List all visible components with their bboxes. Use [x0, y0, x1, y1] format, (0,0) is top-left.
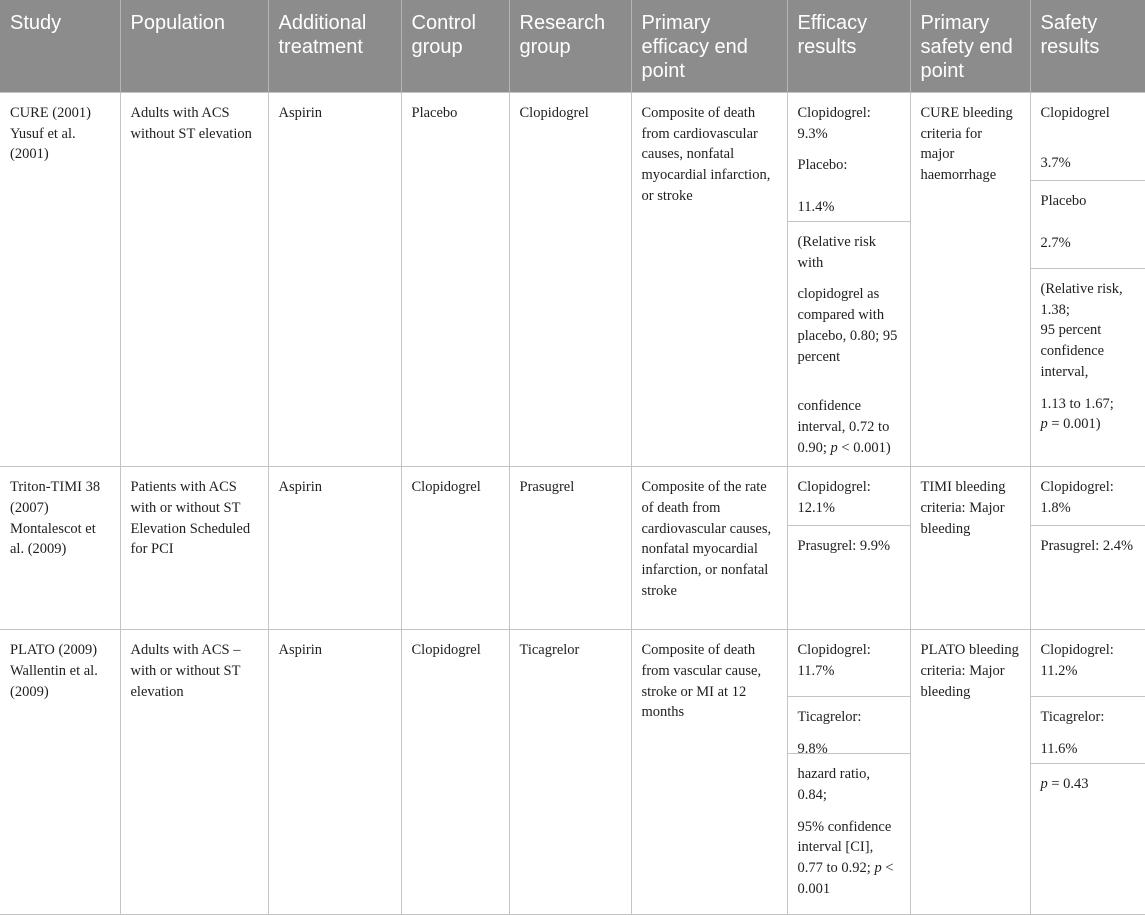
efficacy-line: Placebo: — [797, 157, 848, 174]
safety-line: Prasugrel: 2.4% — [1040, 538, 1134, 555]
cell-primary-efficacy: Composite of death from cardiovascular causes, nonfatal myocardial infarction, or stroke — [631, 93, 787, 467]
safety-line: p = 0.43 — [1040, 776, 1089, 793]
efficacy-line: hazard ratio, 0.84; — [797, 766, 870, 804]
safety-line: Clopidogrel: 1.8% — [1040, 479, 1114, 517]
efficacy-line: Prasugrel: 9.9% — [797, 538, 891, 555]
header-study: Study — [0, 0, 120, 93]
cell-safety-results — [1030, 93, 1145, 467]
cell-research: Clopidogrel — [509, 93, 631, 467]
cell-population: Patients with ACS with or without ST Elevation Scheduled for PCI — [120, 467, 268, 630]
efficacy-line: 11.4% — [797, 199, 835, 216]
safety-line: 11.6% — [1040, 741, 1078, 758]
cell-safety-results — [1030, 630, 1145, 915]
cell-efficacy-results — [787, 93, 910, 467]
header-additional-treatment: Additional treatment — [268, 0, 401, 93]
cell-study: Triton-TIMI 38 (2007) Montalescot et al. (2009) — [0, 467, 120, 630]
efficacy-line: Clopidogrel: 9.3% — [797, 105, 871, 142]
cell-primary-safety: TIMI bleeding criteria: Major bleeding — [910, 467, 1030, 630]
cell-additional: Aspirin — [268, 630, 401, 915]
cell-control: Clopidogrel — [401, 467, 509, 630]
cell-control: Clopidogrel — [401, 630, 509, 915]
table-row — [0, 93, 1145, 467]
header-research-group: Research group — [509, 0, 631, 93]
cell-efficacy-results — [787, 467, 910, 630]
cell-primary-safety: PLATO bleeding criteria: Major bleeding — [910, 630, 1030, 915]
cell-additional: Aspirin — [268, 467, 401, 630]
cell-population: Adults with ACS – with or without ST elevation — [120, 630, 268, 915]
efficacy-line: 9.8% — [797, 741, 828, 758]
header-control-group: Control group — [401, 0, 509, 93]
efficacy-line: (Relative risk with — [797, 234, 877, 271]
header-safety-results: Safety results — [1030, 0, 1145, 93]
header-efficacy-results: Efficacy results — [787, 0, 910, 93]
header-row — [0, 0, 1145, 93]
header-primary-efficacy: Primary efficacy end point — [631, 0, 787, 93]
cell-research: Ticagrelor — [509, 630, 631, 915]
safety-line: Clopidogrel: 11.2% — [1040, 642, 1114, 680]
efficacy-line: 95% confidence interval [CI], 0.77 to 0.92; p < 0.001 — [797, 818, 894, 897]
safety-line: Placebo — [1040, 193, 1087, 209]
cell-control: Placebo — [401, 93, 509, 467]
safety-line: 2.7% — [1040, 234, 1071, 251]
cell-research: Prasugrel — [509, 467, 631, 630]
cell-primary-efficacy: Composite of death from vascular cause, stroke or MI at 12 months — [631, 630, 787, 915]
cell-population: Adults with ACS without ST elevation — [120, 93, 268, 467]
efficacy-line: Clopidogrel: 12.1% — [797, 479, 871, 517]
cell-additional: Aspirin — [268, 93, 401, 467]
safety-line: 1.13 to 1.67; — [1040, 395, 1114, 412]
table-row — [0, 467, 1145, 630]
cell-primary-safety: CURE bleeding criteria for major haemorrhage — [910, 93, 1030, 467]
cell-primary-efficacy: Composite of the rate of death from cardiovascular causes, nonfatal myocardial infarction, or nonfatal stroke — [631, 467, 787, 630]
header-population: Population — [120, 0, 268, 93]
header-primary-safety: Primary safety end point — [910, 0, 1030, 93]
table-row — [0, 630, 1145, 915]
cell-safety-results — [1030, 467, 1145, 630]
efficacy-line: confidence interval, 0.72 to 0.90; p < 0.001) — [797, 398, 891, 456]
safety-line: 95 percent confidence interval, — [1040, 322, 1105, 380]
safety-line: Ticagrelor: — [1040, 709, 1105, 726]
cell-study: CURE (2001) Yusuf et al. (2001) — [0, 93, 120, 467]
cell-study: PLATO (2009) Wallentin et al. (2009) — [0, 630, 120, 915]
cell-efficacy-results — [787, 630, 910, 915]
efficacy-line: Clopidogrel: 11.7% — [797, 642, 871, 680]
safety-line: Clopidogrel — [1040, 105, 1110, 121]
safety-line: (Relative risk, 1.38; — [1040, 281, 1123, 318]
safety-line: 3.7% — [1040, 154, 1071, 171]
safety-line: p = 0.001) — [1040, 416, 1101, 433]
efficacy-line: Ticagrelor: — [797, 709, 862, 726]
efficacy-line: clopidogrel as compared with placebo, 0.80; 95 percent — [797, 286, 898, 365]
